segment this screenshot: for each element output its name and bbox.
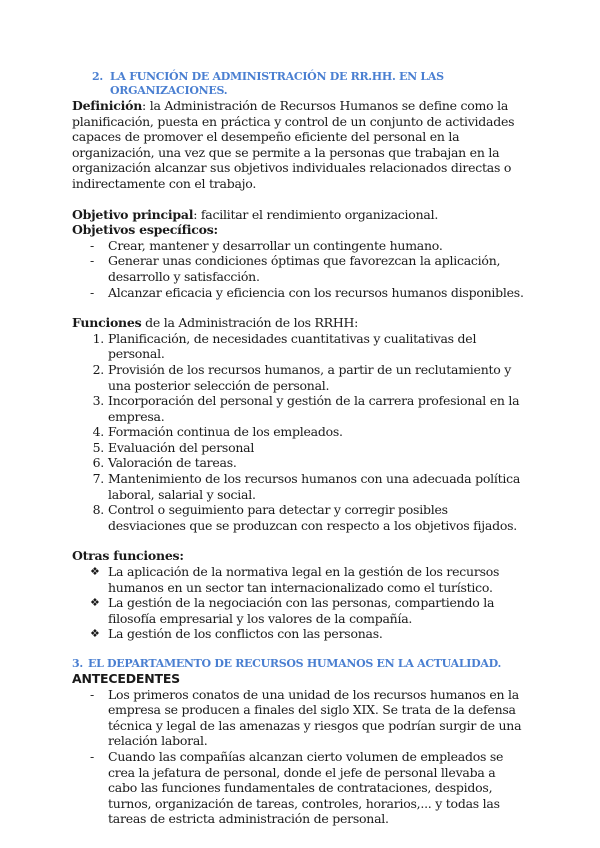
list-number: 8. (92, 502, 104, 518)
section-3-number: 3. (72, 657, 83, 670)
otras-funciones-label: Otras funciones: (72, 548, 184, 564)
antecedentes-list (72, 687, 524, 827)
section-3-title: EL DEPARTAMENTO DE RECURSOS HUMANOS EN LA ACTUALIDAD. (88, 657, 501, 670)
list-number: 1. (92, 330, 104, 346)
list-item (72, 331, 524, 362)
list-item-text: Valoración de tareas. (108, 455, 237, 471)
list-number: 7. (92, 471, 104, 487)
list-item-text: Formación continua de los empleados. (108, 424, 343, 440)
objetivo-principal-paragraph (72, 207, 524, 223)
section-2-number: 2. (92, 70, 103, 83)
list-number: 4. (92, 424, 104, 440)
dash-marker: - (90, 253, 94, 269)
list-item (72, 687, 524, 749)
list-item-text: Mantenimiento de los recursos humanos con una adecuada política laboral, salarial y social. (108, 471, 521, 502)
list-item-text: Alcanzar eficacia y eficiencia con los recursos humanos disponibles. (108, 284, 524, 300)
list-item (72, 285, 524, 301)
list-item (72, 749, 524, 827)
list-item-text: Evaluación del personal (108, 439, 255, 455)
document-page (72, 70, 524, 827)
dash-marker: - (90, 284, 94, 300)
objetivo-principal-label: Objetivo principal (72, 206, 194, 222)
list-item-text: Planificación, de necesidades cuantitativas y cualitativas del personal. (108, 330, 477, 362)
list-item (72, 502, 524, 533)
dash-marker: - (90, 237, 94, 253)
list-number: 5. (92, 439, 104, 455)
section-2-title: LA FUNCIÓN DE ADMINISTRACIÓN DE RR.HH. EN LAS ORGANIZACIONES. (110, 70, 444, 97)
diamond-bullet-icon: ❖ (90, 627, 100, 641)
diamond-bullet-icon: ❖ (90, 596, 100, 610)
funciones-list (72, 331, 524, 534)
list-item-text: Los primeros conatos de una unidad de los recursos humanos en la empresa se producen a finales del siglo XIX. Se trata de la defensa técnica y legal de las amenazas y riesgos que podrían surgir de una relación laboral. (108, 686, 522, 749)
definicion-paragraph (72, 98, 524, 192)
objetivos-especificos-label: Objetivos específicos: (72, 222, 218, 238)
section-2-heading (92, 70, 524, 98)
list-item (72, 471, 524, 502)
list-item-text: Crear, mantener y desarrollar un contingente humano. (108, 237, 443, 253)
list-item (72, 440, 524, 456)
funciones-text: de la Administración de los RRHH: (141, 315, 359, 331)
list-item-text: Generar unas condiciones óptimas que favorezcan la aplicación, desarrollo y satisfacción. (108, 253, 501, 284)
list-item (72, 253, 524, 284)
list-item (72, 595, 524, 626)
list-item-text: Control o seguimiento para detectar y corregir posibles desviaciones que se produzcan con respecto a los objetivos fijados. (108, 502, 518, 533)
antecedentes-label: ANTECEDENTES (72, 671, 180, 686)
objetivos-especificos-list (72, 238, 524, 300)
funciones-label: Funciones (72, 315, 142, 331)
list-item-text: La aplicación de la normativa legal en la gestión de los recursos humanos en un sector tan internacionalizado como el turístico. (108, 564, 500, 595)
dash-marker: - (90, 748, 94, 764)
list-item-text: Provisión de los recursos humanos, a partir de un reclutamiento y una posterior selección de personal. (108, 361, 512, 393)
list-number: 2. (92, 361, 104, 377)
list-item-text: Incorporación del personal y gestión de la carrera profesional en la empresa. (108, 393, 520, 424)
definicion-text: : la Administración de Recursos Humanos se define como la planificación, puesta en práctica y control de un conjunto de actividades capaces de promover el desempeño eficiente del personal en la organización, una vez que se permite a la personas que trabajan en la organización alcanzar sus objetivos individuales relacionados directas o indirectamente con el trabajo. (72, 98, 515, 191)
definicion-label: Definición (72, 98, 143, 113)
list-item (72, 455, 524, 471)
objetivo-principal-text: : facilitar el rendimiento organizacional. (193, 206, 439, 222)
list-item (72, 362, 524, 393)
list-number: 6. (92, 455, 104, 471)
list-item (72, 564, 524, 595)
funciones-paragraph (72, 315, 524, 331)
list-item (72, 238, 524, 254)
dash-marker: - (90, 686, 94, 702)
list-item (72, 424, 524, 440)
list-item-text: Cuando las compañías alcanzan cierto volumen de empleados se crea la jefatura de personal, donde el jefe de personal llevaba a cabo las funciones fundamentales de contrataciones, despidos, turnos, organización de tareas, controles, horarios,... y todas las tareas de estricta administración de personal. (108, 748, 504, 827)
otras-funciones-list (72, 564, 524, 642)
list-item (72, 393, 524, 424)
section-3-heading (72, 657, 524, 671)
list-item-text: La gestión de la negociación con las personas, compartiendo la filosofía empresarial y los valores de la compañía. (108, 595, 495, 626)
diamond-bullet-icon: ❖ (90, 565, 100, 579)
list-item (72, 626, 524, 642)
list-number: 3. (92, 393, 104, 409)
list-item-text: La gestión de los conflictos con las personas. (108, 626, 383, 642)
